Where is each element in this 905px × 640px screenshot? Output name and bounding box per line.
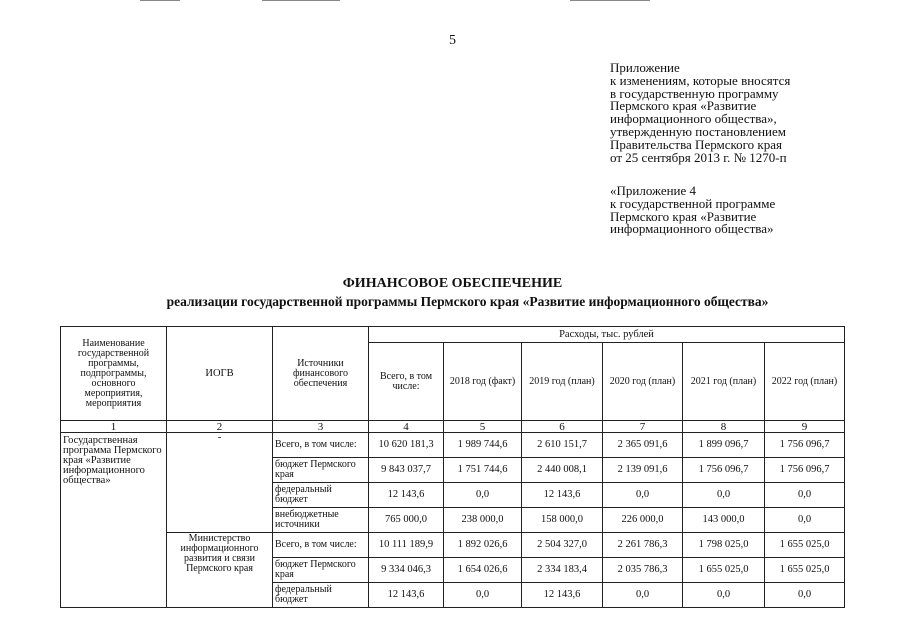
source-cell: Всего, в том числе: <box>273 533 369 558</box>
document-subtitle: реализации государственной программы Пермского края «Развитие информационного общества» <box>166 294 769 309</box>
value-cell: 2 035 786,3 <box>603 558 683 583</box>
value-cell: 1 655 025,0 <box>765 558 845 583</box>
header-year: 2020 год (план) <box>603 343 683 421</box>
col-number: 1 <box>61 421 167 433</box>
source-cell: Всего, в том числе: <box>273 433 369 458</box>
annex4-line: «Приложение 4 <box>610 183 697 198</box>
col-number: 5 <box>444 421 522 433</box>
value-cell: 12 143,6 <box>369 483 444 508</box>
value-cell: 158 000,0 <box>522 508 603 533</box>
value-cell: 1 655 025,0 <box>683 558 765 583</box>
annex-line: в государственную программу <box>610 85 779 101</box>
value-cell: 10 620 181,3 <box>369 433 444 458</box>
value-cell: 10 111 189,9 <box>369 533 444 558</box>
value-cell: 9 843 037,7 <box>369 458 444 483</box>
col-number: 4 <box>369 421 444 433</box>
value-cell: 1 655 025,0 <box>765 533 845 558</box>
value-cell: 0,0 <box>444 583 522 608</box>
header-name: Наименование государственной программы, подпрограммы, основного мероприятия, мероприятия <box>61 327 167 421</box>
annex4-line: к государственной программе <box>610 195 776 211</box>
value-cell: 1 989 744,6 <box>444 433 522 458</box>
annex-line: утвержденную постановлением <box>610 123 787 139</box>
document-title: ФИНАНСОВОЕ ОБЕСПЕЧЕНИЕ <box>342 276 563 291</box>
col-number: 9 <box>765 421 845 433</box>
header-year: 2019 год (план) <box>522 343 603 421</box>
value-cell: 1 798 025,0 <box>683 533 765 558</box>
scan-edge-line <box>570 0 650 1</box>
source-cell: внебюджетные источники <box>273 508 369 533</box>
value-cell: 0,0 <box>765 583 845 608</box>
annex-line: Пермского края «Развитие <box>610 98 757 114</box>
source-cell: бюджет Пермского края <box>273 558 369 583</box>
annex-line: Правительства Пермского края <box>610 136 782 152</box>
col-number: 6 <box>522 421 603 433</box>
value-cell: 12 143,6 <box>522 483 603 508</box>
value-cell: 0,0 <box>603 583 683 608</box>
annex4-note <box>610 185 775 236</box>
value-cell: 1 756 096,7 <box>765 433 845 458</box>
financing-table <box>60 326 845 608</box>
program-name: Государственная программа Пермского края «Развитие информационного общества» <box>61 433 167 608</box>
value-cell: 12 143,6 <box>369 583 444 608</box>
value-cell: 9 334 046,3 <box>369 558 444 583</box>
value-cell: 2 504 327,0 <box>522 533 603 558</box>
annex-line: к изменениям, которые вносятся <box>610 72 791 88</box>
header-sources: Источники финансового обеспечения <box>273 327 369 421</box>
header-year: Всего, в том числе: <box>369 343 444 421</box>
iogv-cell: Министерство информационного развития и связи Пермского края <box>167 533 273 608</box>
scan-edge-line <box>140 0 180 1</box>
header-year: 2018 год (факт) <box>444 343 522 421</box>
value-cell: 2 334 183,4 <box>522 558 603 583</box>
value-cell: 765 000,0 <box>369 508 444 533</box>
value-cell: 2 261 786,3 <box>603 533 683 558</box>
value-cell: 0,0 <box>765 508 845 533</box>
value-cell: 226 000,0 <box>603 508 683 533</box>
source-cell: федеральный бюджет <box>273 583 369 608</box>
table-row <box>61 533 845 558</box>
iogv-cell: - <box>167 433 273 533</box>
value-cell: 2 440 008,1 <box>522 458 603 483</box>
annex4-line: информационного общества» <box>610 221 774 237</box>
value-cell: 0,0 <box>765 483 845 508</box>
annex-line: Приложение <box>610 60 680 75</box>
header-iogv: ИОГВ <box>167 327 273 421</box>
value-cell: 0,0 <box>683 483 765 508</box>
value-cell: 1 751 744,6 <box>444 458 522 483</box>
header-year: 2021 год (план) <box>683 343 765 421</box>
annex-note <box>610 62 790 164</box>
page-number: 5 <box>449 33 456 48</box>
value-cell: 1 654 026,6 <box>444 558 522 583</box>
annex-line: от 25 сентября 2013 г. № 1270-п <box>610 149 787 165</box>
value-cell: 238 000,0 <box>444 508 522 533</box>
annex4-line: Пермского края «Развитие <box>610 208 757 224</box>
value-cell: 2 139 091,6 <box>603 458 683 483</box>
value-cell: 0,0 <box>683 583 765 608</box>
col-number: 2 <box>167 421 273 433</box>
source-cell: федеральный бюджет <box>273 483 369 508</box>
header-expenses: Расходы, тыс. рублей <box>369 327 845 343</box>
value-cell: 0,0 <box>603 483 683 508</box>
header-year: 2022 год (план) <box>765 343 845 421</box>
value-cell: 2 365 091,6 <box>603 433 683 458</box>
value-cell: 1 756 096,7 <box>765 458 845 483</box>
col-number: 8 <box>683 421 765 433</box>
value-cell: 0,0 <box>444 483 522 508</box>
annex-line: информационного общества», <box>610 111 777 127</box>
col-number: 3 <box>273 421 369 433</box>
table-row <box>61 433 845 458</box>
col-number: 7 <box>603 421 683 433</box>
value-cell: 143 000,0 <box>683 508 765 533</box>
value-cell: 1 899 096,7 <box>683 433 765 458</box>
value-cell: 1 756 096,7 <box>683 458 765 483</box>
scan-edge-line <box>262 0 340 1</box>
value-cell: 12 143,6 <box>522 583 603 608</box>
value-cell: 2 610 151,7 <box>522 433 603 458</box>
value-cell: 1 892 026,6 <box>444 533 522 558</box>
source-cell: бюджет Пермского края <box>273 458 369 483</box>
